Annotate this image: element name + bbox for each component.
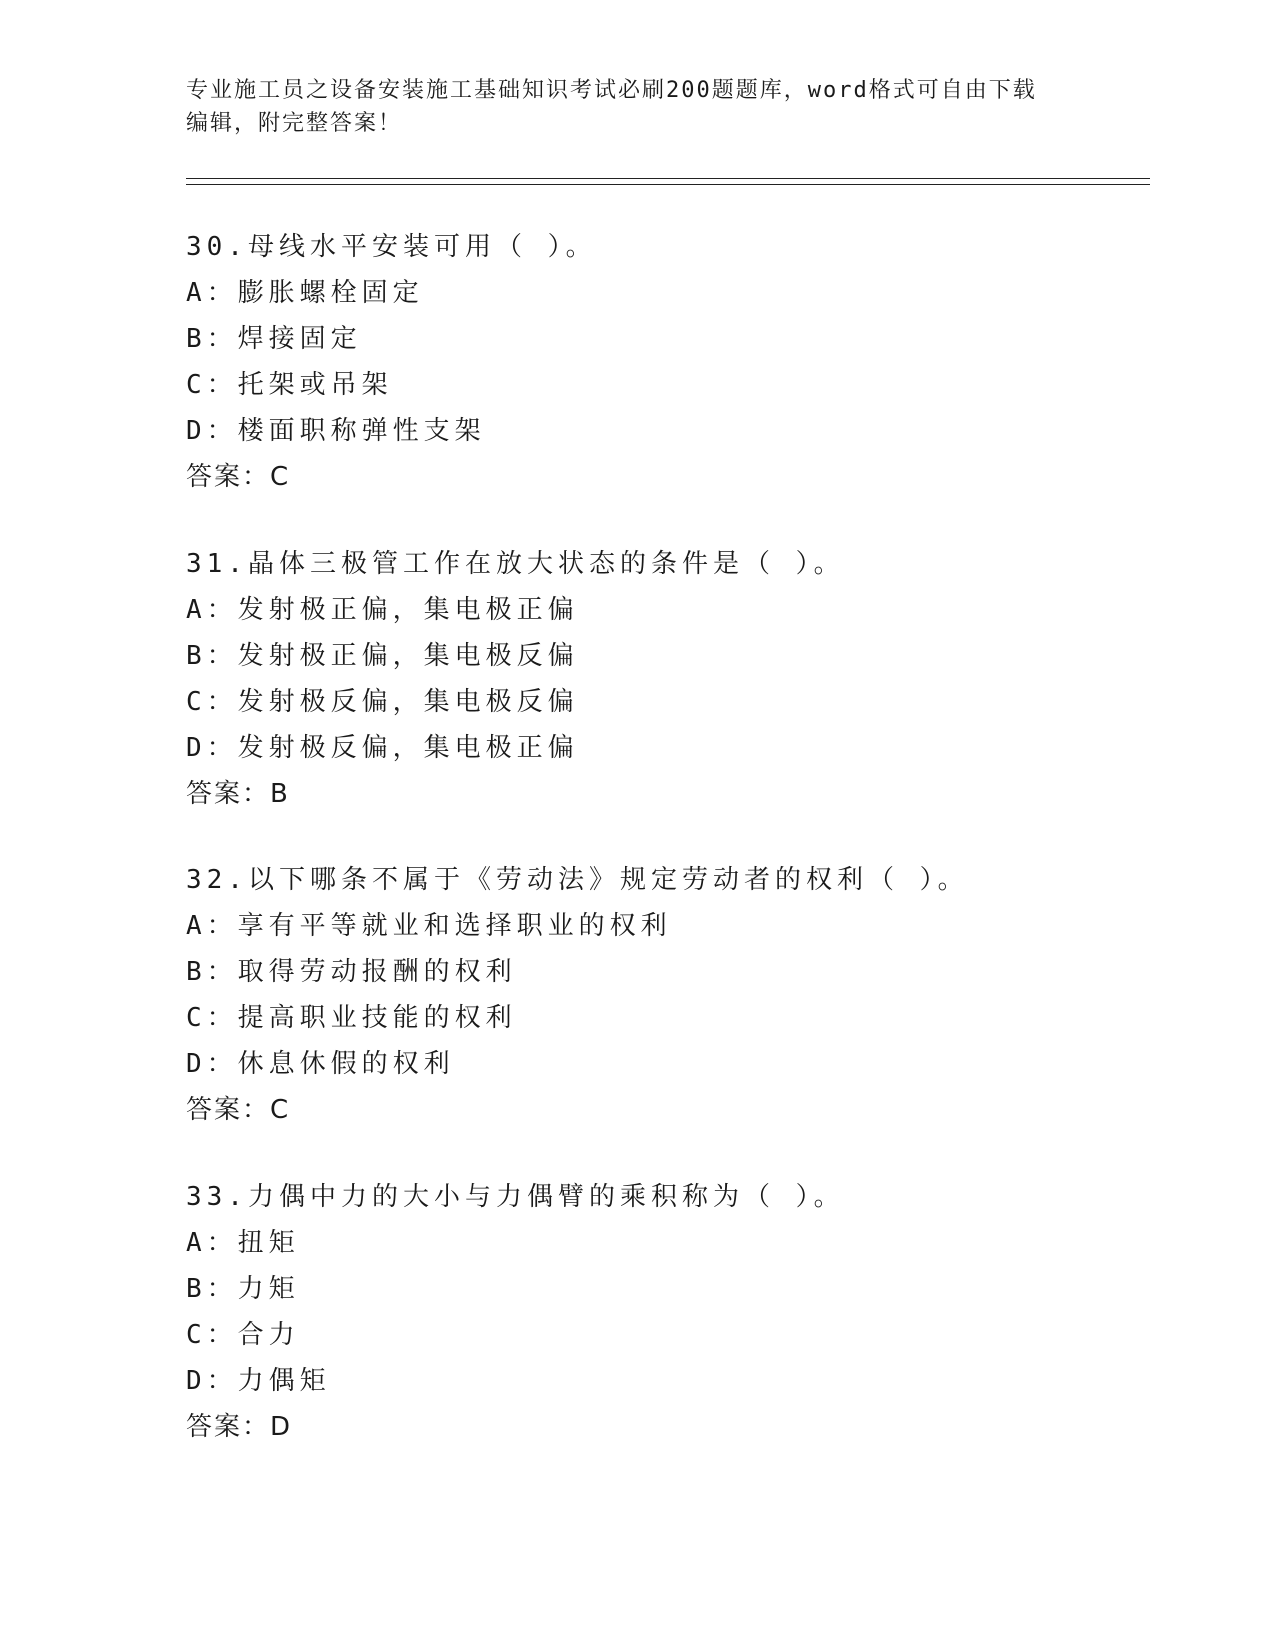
option-b: B：发射极正偏，集电极反偏	[186, 641, 579, 671]
answer-value: C	[270, 462, 291, 492]
answer-line	[186, 1087, 1166, 1133]
option-b: B：力矩	[186, 1274, 300, 1304]
option-c: C：合力	[186, 1320, 300, 1350]
answer-line	[186, 454, 1166, 500]
answer-value: B	[270, 779, 290, 809]
question-stem: 31.晶体三极管工作在放大状态的条件是（ ）。	[186, 549, 845, 579]
question-stem: 32.以下哪条不属于《劳动法》规定劳动者的权利（ ）。	[186, 865, 969, 895]
option-d: D：发射极反偏，集电极正偏	[186, 733, 579, 763]
header-divider	[186, 178, 1150, 185]
answer-line	[186, 1404, 1166, 1450]
answer-label: 答案：	[186, 1095, 271, 1125]
option-d: D：力偶矩	[186, 1366, 331, 1396]
header-line-2: 编辑，附完整答案！	[186, 111, 403, 136]
option-a: A：发射极正偏，集电极正偏	[186, 595, 579, 625]
header-line-1: 专业施工员之设备安装施工基础知识考试必刷200题题库，word格式可自由下载	[186, 78, 1037, 103]
option-c: C：提高职业技能的权利	[186, 1003, 517, 1033]
document-header	[186, 74, 1086, 140]
option-a: A：享有平等就业和选择职业的权利	[186, 911, 672, 941]
option-d: D：楼面职称弹性支架	[186, 416, 486, 446]
answer-label: 答案：	[186, 779, 271, 809]
answer-line	[186, 771, 1166, 817]
question-32	[186, 857, 1166, 1133]
option-a: A：扭矩	[186, 1228, 300, 1258]
question-stem: 30.母线水平安装可用（ ）。	[186, 232, 597, 262]
answer-value: C	[270, 1095, 291, 1125]
question-30	[186, 224, 1166, 500]
answer-label: 答案：	[186, 1412, 271, 1442]
option-c: C：发射极反偏，集电极反偏	[186, 687, 579, 717]
answer-value: D	[270, 1412, 293, 1442]
question-33	[186, 1174, 1166, 1450]
question-stem: 33.力偶中力的大小与力偶臂的乘积称为（ ）。	[186, 1182, 845, 1212]
option-b: B：焊接固定	[186, 324, 362, 354]
option-b: B：取得劳动报酬的权利	[186, 957, 517, 987]
option-d: D：休息休假的权利	[186, 1049, 455, 1079]
option-c: C：托架或吊架	[186, 370, 393, 400]
option-a: A：膨胀螺栓固定	[186, 278, 424, 308]
question-31	[186, 541, 1166, 817]
answer-label: 答案：	[186, 462, 271, 492]
